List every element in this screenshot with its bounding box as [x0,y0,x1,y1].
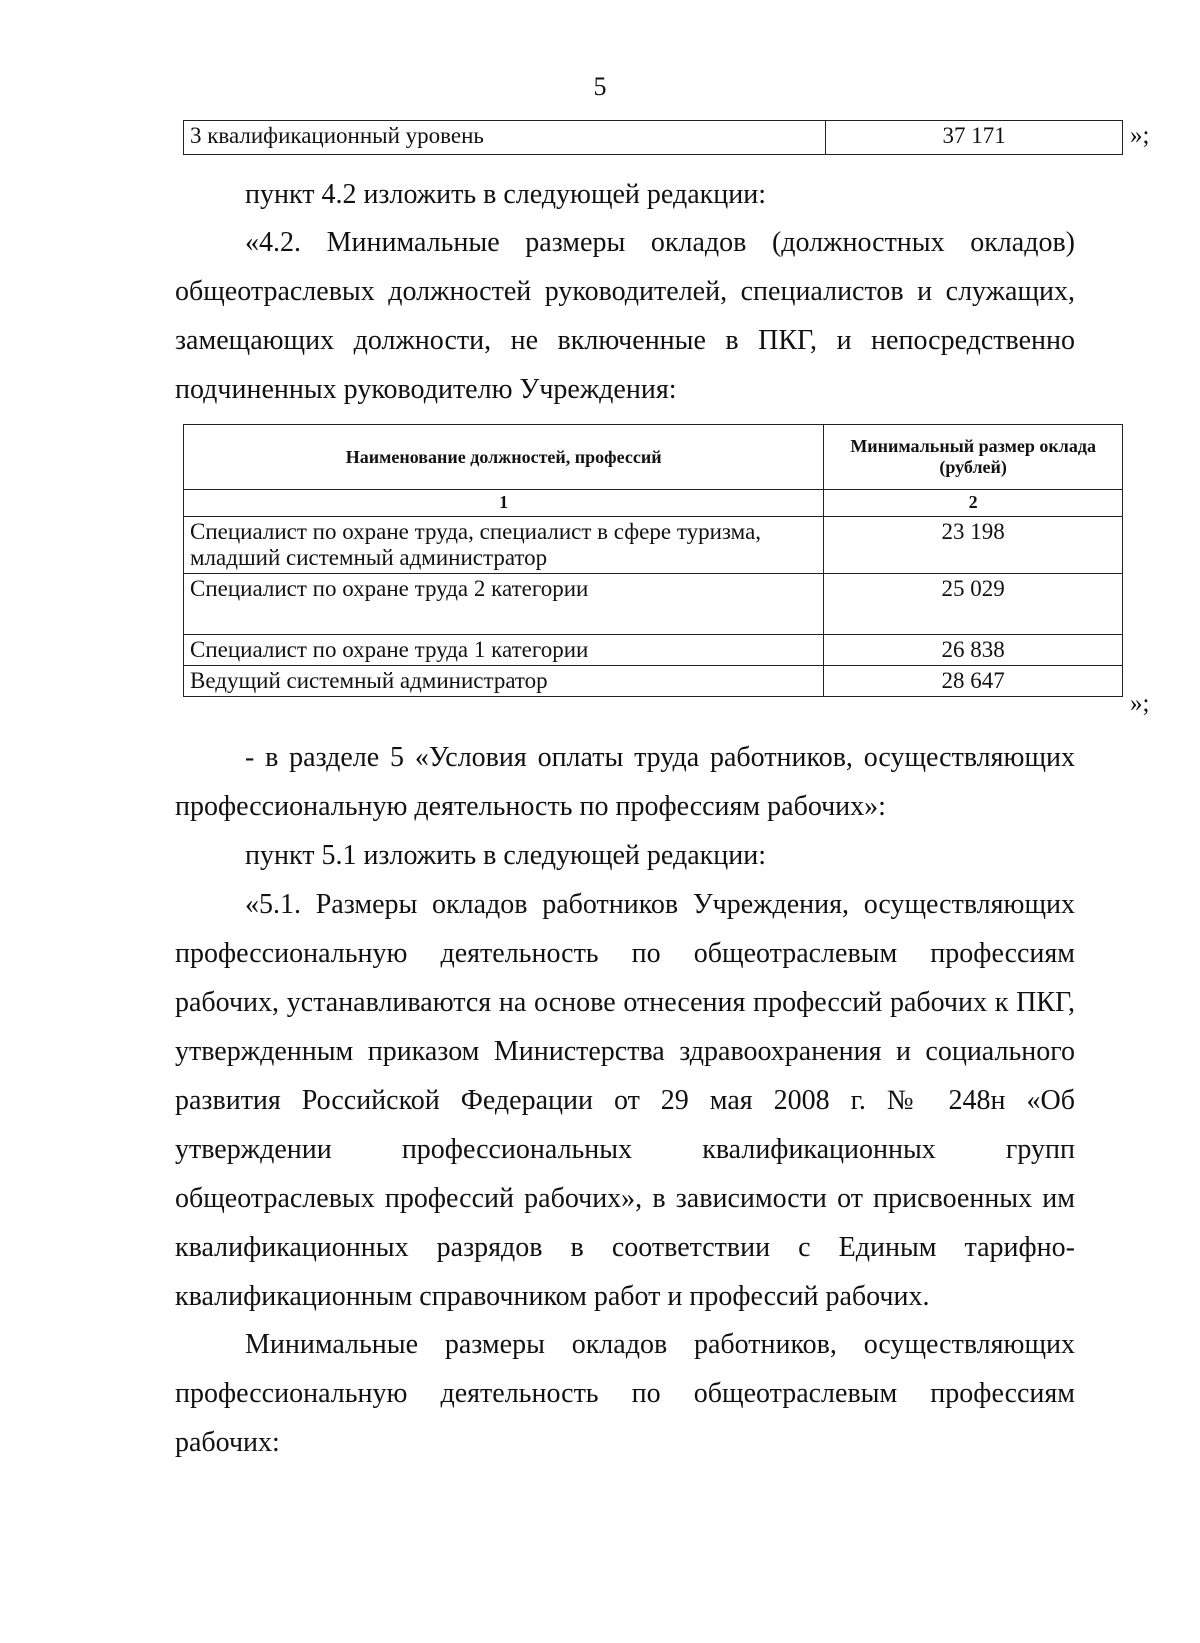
paragraph-clause-4-2 [175,218,1075,414]
table-cell-name: Ведущий системный администратор [184,666,824,697]
table-cell-value: 28 647 [824,666,1123,697]
table-cell-value: 23 198 [824,517,1123,574]
salary-table [183,424,1123,697]
paragraph-minimum-salaries [175,1320,1075,1467]
table-row [184,121,1123,155]
table-number-row [184,490,1123,517]
table-cell-name: Специалист по охране труда, специалист в сфере туризма, младший системный администратор [184,517,824,574]
closing-quote: »; [1130,122,1150,149]
text-line: рабочих, устанавливаются на основе отнесения профессий рабочих к ПКГ, [175,987,1075,1018]
text-line: общеотраслевых должностей руководителей, специалистов и служащих, [175,276,1075,307]
top-table-fragment [183,120,1123,155]
text-line: - в разделе 5 «Условия оплаты труда работников, осуществляющих [245,742,1075,773]
paragraph-clause-5-1 [175,880,1075,1321]
text-line: рабочих: [175,1427,280,1458]
column-header-position: Наименование должностей, профессий [184,425,824,490]
table-cell-value: 26 838 [824,635,1123,666]
table-row [184,574,1123,635]
closing-quote: »; [1130,690,1150,717]
text-line: квалификационным справочником работ и профессий рабочих. [175,1281,930,1312]
text-line: квалификационных разрядов в соответствии с Единым тарифно- [175,1232,1075,1263]
page-number: 5 [593,72,607,101]
paragraph-clause-4-2-intro: пункт 4.2 изложить в следующей редакции: [245,179,766,210]
text-line: профессиональную деятельность по общеотраслевым профессиям [175,938,1075,969]
column-header-salary: Минимальный размер оклада (рублей) [824,425,1123,490]
text-line: развития Российской Федерации от 29 мая 2008 г. № 248н «Об [175,1085,1075,1116]
text-line: профессиональную деятельность по общеотраслевым профессиям [175,1378,1075,1409]
table-cell-name: 3 квалификационный уровень [184,121,826,155]
table-cell-name: Специалист по охране труда 1 категории [184,635,824,666]
table-cell-value: 25 029 [824,574,1123,635]
table-cell-name: Специалист по охране труда 2 категории [184,574,824,635]
table-row [184,666,1123,697]
table-row [184,635,1123,666]
text-line: подчиненных руководителю Учреждения: [175,374,677,405]
table-header-row [184,425,1123,490]
text-line: «5.1. Размеры окладов работников Учреждения, осуществляющих [245,889,1075,920]
column-number: 2 [824,490,1123,517]
text-line: «4.2. Минимальные размеры окладов (должностных окладов) [245,227,1075,258]
paragraph-section-5 [175,733,1075,831]
text-line: общеотраслевых профессий рабочих», в зависимости от присвоенных им [175,1183,1075,1214]
text-line: Минимальные размеры окладов работников, осуществляющих [245,1329,1075,1360]
table-cell-value: 37 171 [826,121,1123,155]
text-line: профессиональную деятельность по профессиям рабочих»: [175,791,886,822]
text-line: замещающих должности, не включенные в ПКГ, и непосредственно [175,325,1075,356]
column-number: 1 [184,490,824,517]
text-line: утвержденным приказом Министерства здравоохранения и социального [175,1036,1075,1067]
paragraph-clause-5-1-intro: пункт 5.1 изложить в следующей редакции: [245,840,766,871]
table-row [184,517,1123,574]
text-line: утверждении профессиональных квалификационных групп [175,1134,1075,1165]
